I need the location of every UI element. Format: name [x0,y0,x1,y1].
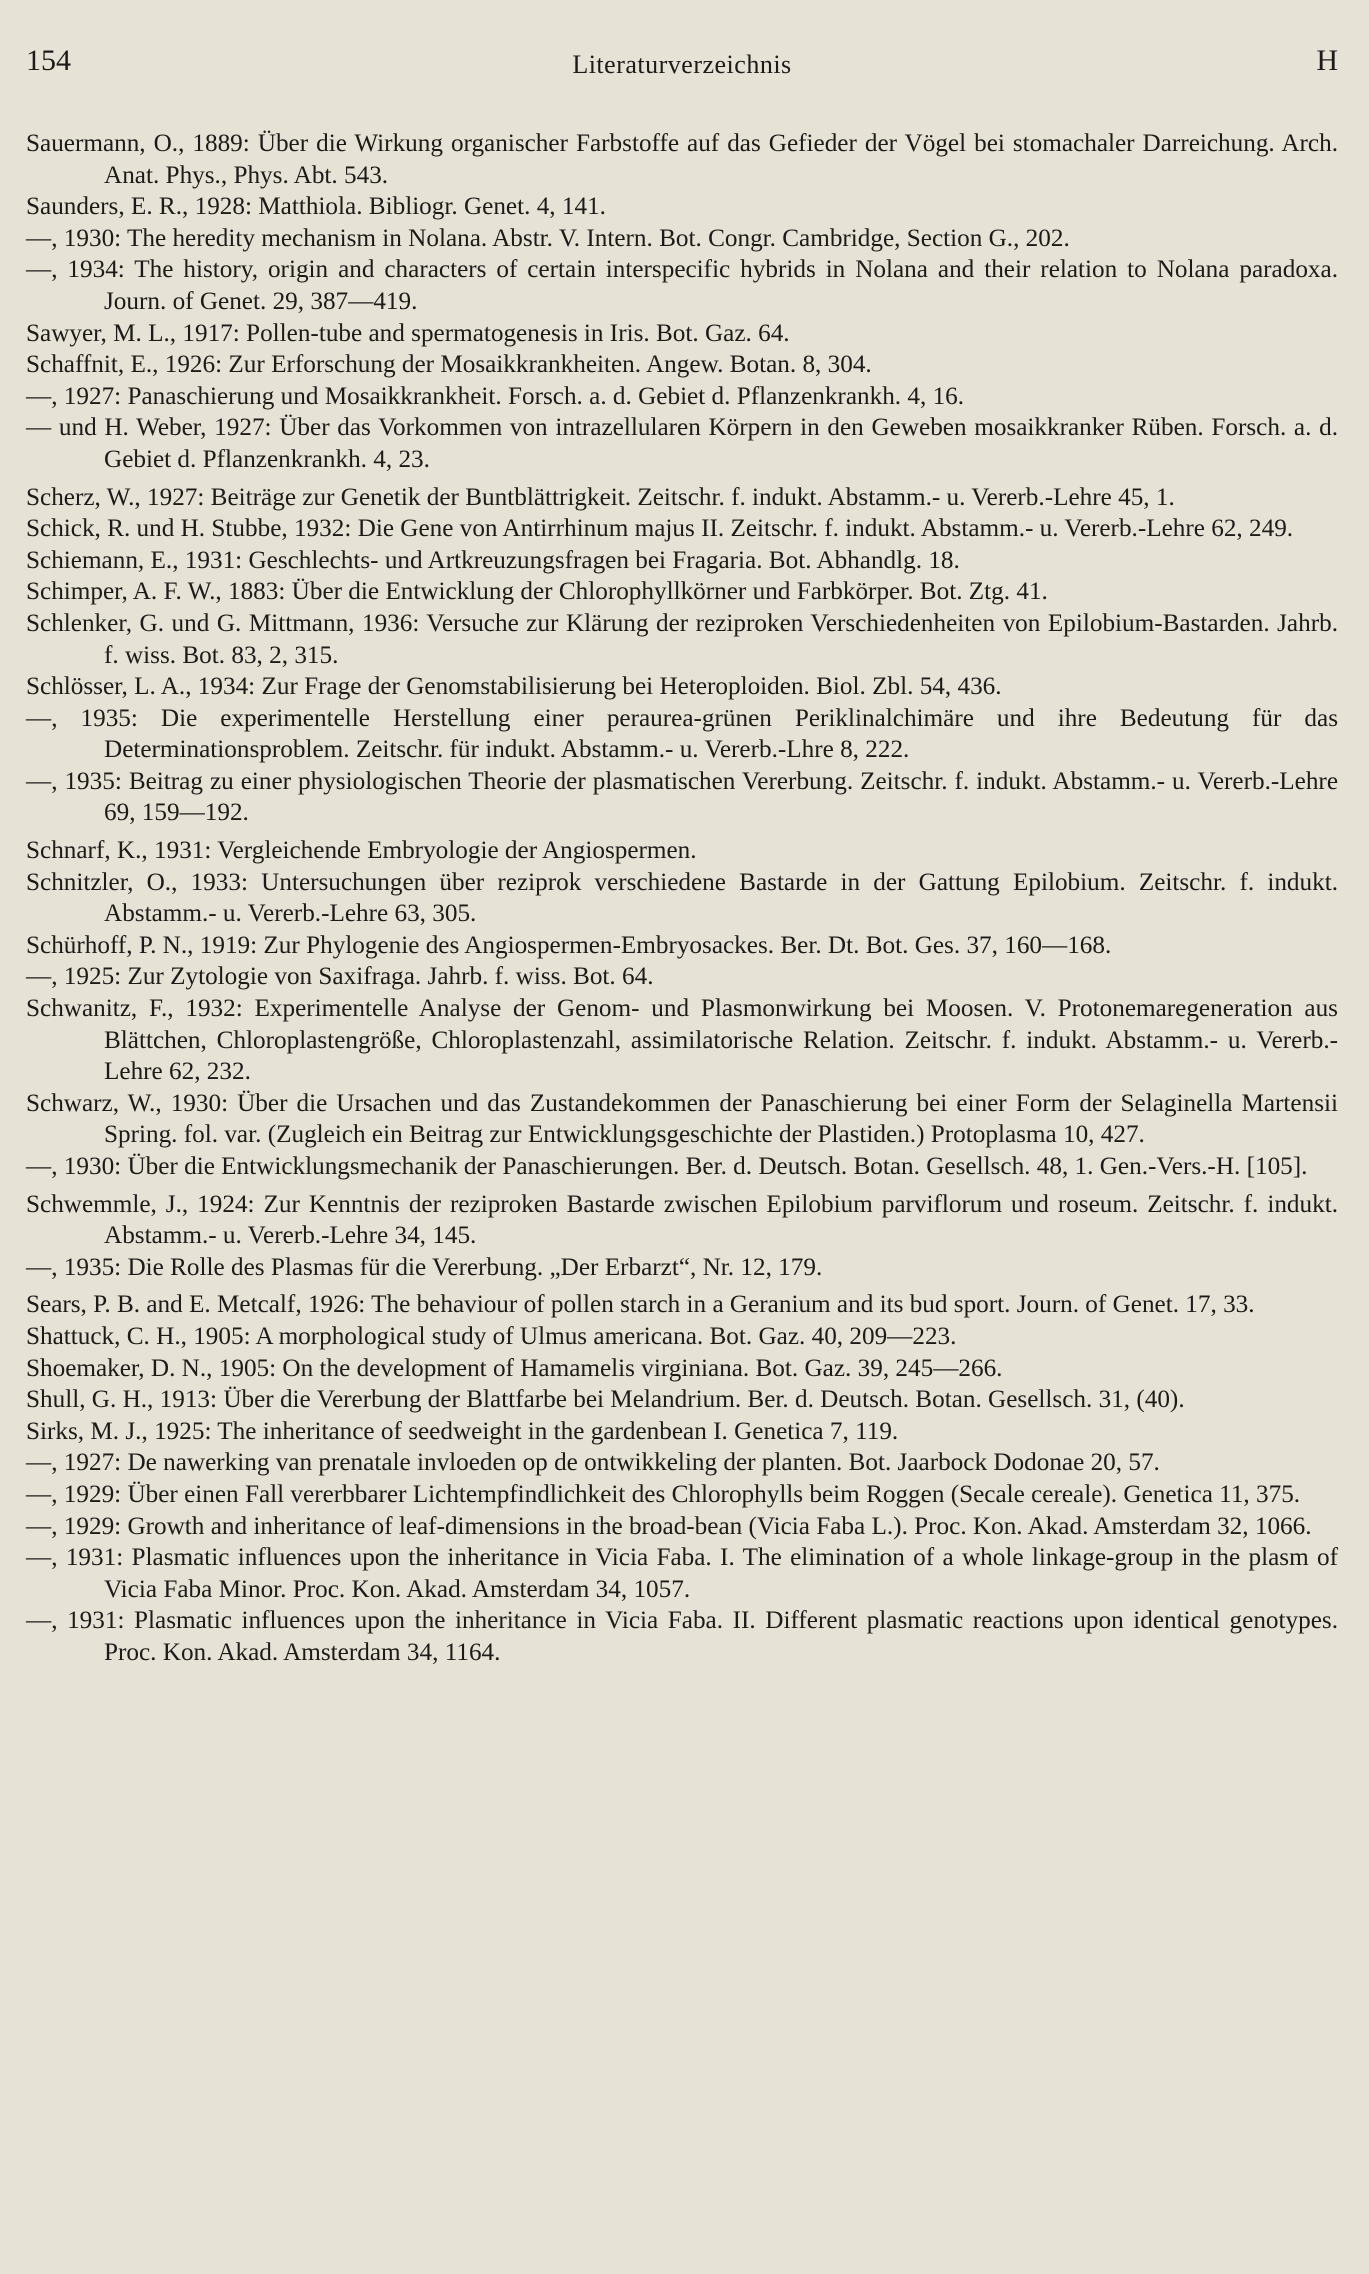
reference-entry: Sawyer, M. L., 1917: Pollen-tube and spermatogenesis in Iris. Bot. Gaz. 64. [26,319,790,347]
reference-entry: Schlenker, G. und G. Mittmann, 1936: Versuche zur Klärung der reziproken Verschiedenheiten von Epilobium-Bastarden. Jahrb. f. wiss. Bot. 83, 2, 315. [26,609,1338,669]
reference-entry: Saunders, E. R., 1928: Matthiola. Bibliogr. Genet. 4, 141. [26,193,606,221]
section-letter: H [1316,44,1338,77]
page-number: 154 [26,44,71,77]
reference-entry: —, 1927: De nawerking van prenatale invloeden op de ontwikkeling der planten. Bot. Jaarbock Dodonae 20, 57. [26,1449,1160,1477]
reference-entry: Schaffnit, E., 1926: Zur Erforschung der Mosaikkrankheiten. Angew. Botan. 8, 304. [26,351,872,379]
reference-entry: Sauermann, O., 1889: Über die Wirkung organischer Farbstoffe auf das Gefieder der Vögel bei stomachaler Darreichung. Arch. Anat. Phys., Phys. Abt. 543. [26,130,1338,189]
reference-entry: Shattuck, C. H., 1905: A morphological study of Ulmus americana. Bot. Gaz. 40, 209—223. [26,1322,957,1350]
reference-entry: —, 1930: Über die Entwicklungsmechanik der Panaschierungen. Ber. d. Deutsch. Botan. Gesellsch. 48, 1. Gen.-Vers.-H. [105]. [26,1153,1308,1180]
running-header [26,44,1338,92]
reference-entry: — und H. Weber, 1927: Über das Vorkommen von intrazellularen Körpern in den Geweben mosaikkranker Rüben. Forsch. a. d. Gebiet d. Pflanzenkrankh. 4, 23. [26,414,1338,473]
reference-entry: —, 1930: The heredity mechanism in Nolana. Abstr. V. Intern. Bot. Congr. Cambridge, Section G., 202. [26,224,1070,252]
reference-entry: Schiemann, E., 1931: Geschlechts- und Artkreuzungsfragen bei Fragaria. Bot. Abhandlg. 18. [26,546,960,574]
reference-entry: Schnitzler, O., 1933: Untersuchungen über reziprok verschiedene Bastarde in der Gattung Epilobium. Zeitschr. f. indukt. Abstamm.- u. Vererb.-Lehre 63, 305. [26,868,1338,928]
reference-entry: —, 1931: Plasmatic influences upon the inheritance in Vicia Faba. II. Different plasmatic reactions upon identical genotypes. Proc. Kon. Akad. Amsterdam 34, 1164. [26,1607,1338,1666]
reference-entry: Scherz, W., 1927: Beiträge zur Genetik der Buntblättrigkeit. Zeitschr. f. indukt. Abstamm.- u. Vererb.-Lehre 45, 1. [26,483,1175,511]
reference-entry: Sirks, M. J., 1925: The inheritance of seedweight in the gardenbean I. Genetica 7, 119. [26,1417,899,1445]
reference-entry: Schick, R. und H. Stubbe, 1932: Die Gene von Antirrhinum majus II. Zeitschr. f. indukt. Abstamm.- u. Vererb.-Lehre 62, 249. [26,515,1294,543]
running-title: Literaturverzeichnis [572,50,792,79]
reference-entry: —, 1935: Die experimentelle Herstellung einer peraurea-grünen Periklinalchimäre und ihre Bedeutung für das Determinationsproblem. Zeitschr. für indukt. Abstamm.- u. Vererb.-Lhre 8, 222. [26,704,1338,764]
reference-entry: —, 1925: Zur Zytologie von Saxifraga. Jahrb. f. wiss. Bot. 64. [26,963,654,991]
reference-entry: —, 1927: Panaschierung und Mosaikkrankheit. Forsch. a. d. Gebiet d. Pflanzenkrankh. 4, 16. [26,382,965,410]
reference-entry: Schimper, A. F. W., 1883: Über die Entwicklung der Chlorophyllkörner und Farbkörper. Bot. Ztg. 41. [26,578,1048,606]
reference-list [26,128,1338,1669]
reference-entry: —, 1929: Growth and inheritance of leaf-dimensions in the broad-bean (Vicia Faba L.). Proc. Kon. Akad. Amsterdam 32, 1066. [26,1512,1312,1540]
reference-entry: —, 1935: Beitrag zu einer physiologischen Theorie der plasmatischen Vererbung. Zeitschr. f. indukt. Abstamm.- u. Vererb.-Lehre 69, 159—192. [26,767,1338,827]
reference-entry: Schwarz, W., 1930: Über die Ursachen und das Zustandekommen der Panaschierung bei einer Form der Selaginella Martensii Spring. fol. var. (Zugleich ein Beitrag zur Entwicklungsgeschichte der Plastiden.) Protoplasma 10, 427. [26,1089,1338,1149]
reference-entry: —, 1934: The history, origin and characters of certain interspecific hybrids in Nolana and their relation to Nolana paradoxa. Journ. of Genet. 29, 387—419. [26,256,1338,315]
reference-entry: Schlösser, L. A., 1934: Zur Frage der Genomstabilisierung bei Heteroploiden. Biol. Zbl. 54, 436. [26,673,1002,701]
reference-entry: Sears, P. B. and E. Metcalf, 1926: The behaviour of pollen starch in a Geranium and its bud sport. Journ. of Genet. 17, 33. [26,1291,1255,1319]
reference-entry: Schwanitz, F., 1932: Experimentelle Analyse der Genom- und Plasmonwirkung bei Moosen. V. Protonemaregeneration aus Blättchen, Chloroplastengröße, Chloroplastenzahl, assimilatorische Relation. Zeitschr. f. indukt. Abstamm.- u. Vererb.-Lehre 62, 232. [26,995,1338,1086]
reference-entry: Schwemmle, J., 1924: Zur Kenntnis der reziproken Bastarde zwischen Epilobium parviflorum und roseum. Zeitschr. f. indukt. Abstamm.- u. Vererb.-Lehre 34, 145. [26,1190,1338,1250]
reference-entry: —, 1931: Plasmatic influences upon the inheritance in Vicia Faba. I. The elimination of a whole linkage-group in the plasm of Vicia Faba Minor. Proc. Kon. Akad. Amsterdam 34, 1057. [26,1544,1338,1603]
reference-entry: Schnarf, K., 1931: Vergleichende Embryologie der Angiospermen. [26,837,697,865]
reference-entry: Shoemaker, D. N., 1905: On the development of Hamamelis virginiana. Bot. Gaz. 39, 245—266. [26,1354,1003,1382]
reference-entry: —, 1935: Die Rolle des Plasmas für die Vererbung. „Der Erbarzt“, Nr. 12, 179. [26,1253,823,1281]
reference-entry: Schürhoff, P. N., 1919: Zur Phylogenie des Angiospermen-Embryosackes. Ber. Dt. Bot. Ges. 37, 160—168. [26,931,1112,959]
reference-entry: Shull, G. H., 1913: Über die Vererbung der Blattfarbe bei Melandrium. Ber. d. Deutsch. Botan. Gesellsch. 31, (40). [26,1386,1185,1414]
reference-entry: —, 1929: Über einen Fall vererbbarer Lichtempfindlichkeit des Chlorophylls beim Roggen (Secale cereale). Genetica 11, 375. [26,1480,1301,1508]
